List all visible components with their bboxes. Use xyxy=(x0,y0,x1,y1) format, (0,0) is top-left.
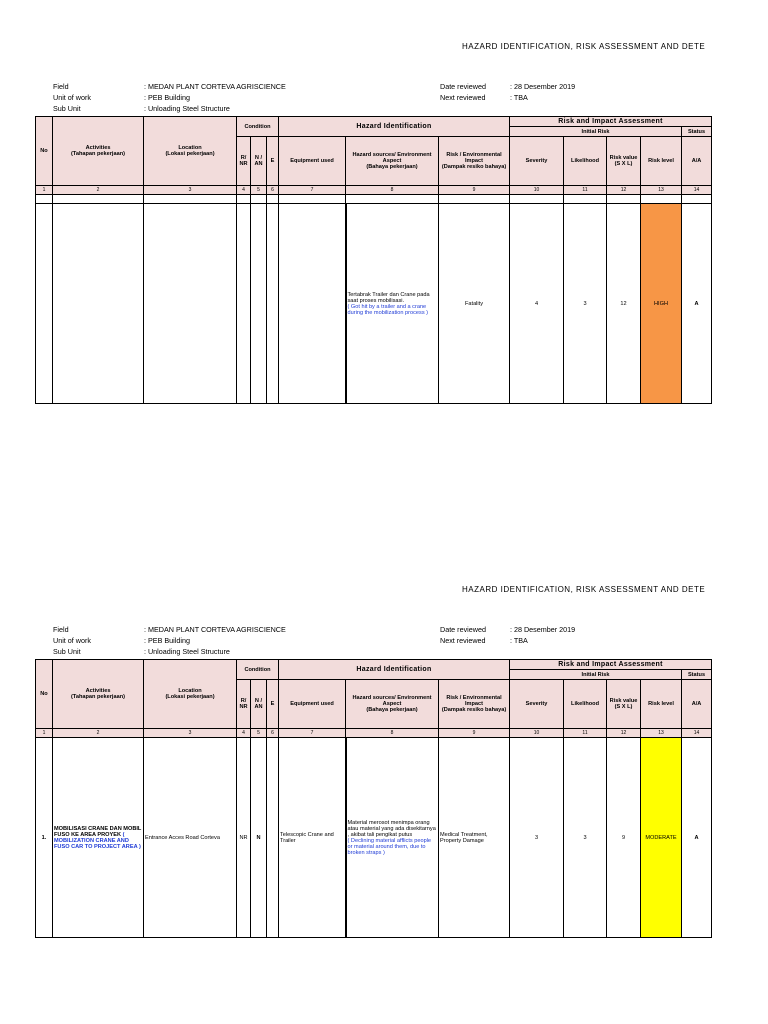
row-equipment xyxy=(279,204,346,404)
col-num: 14 xyxy=(682,729,712,738)
col-num: 9 xyxy=(439,186,510,195)
col-num: 4 xyxy=(237,186,251,195)
col-num: 12 xyxy=(607,186,641,195)
header-location: Location (Lokasi pekerjaan) xyxy=(144,660,237,729)
header-aa: A/A xyxy=(682,137,712,186)
header-activities: Activities (Tahapan pekerjaan) xyxy=(53,660,144,729)
col-num: 10 xyxy=(510,186,564,195)
header-risk-impact: Risk / Environmental Impact (Dampak resiko bahaya) xyxy=(439,680,510,729)
column-number-row xyxy=(36,729,712,738)
header-risk-value: Risk value (S X L) xyxy=(607,137,641,186)
row-severity: 3 xyxy=(510,738,564,938)
document-title: HAZARD IDENTIFICATION, RISK ASSESSMENT AND DETE xyxy=(462,585,706,594)
header-no: No xyxy=(36,117,53,186)
header-condition: Condition xyxy=(237,117,279,137)
col-num: 4 xyxy=(237,729,251,738)
field-value: : MEDAN PLANT CORTEVA AGRISCIENCE xyxy=(144,625,286,634)
row-r xyxy=(237,204,251,404)
row-no xyxy=(36,204,53,404)
header-r: R/ NR xyxy=(237,137,251,186)
row-impact: Medical Treatment, Property Damage xyxy=(439,738,510,938)
blank-row xyxy=(36,195,712,204)
row-risk-level: MODERATE xyxy=(641,738,682,938)
col-num: 14 xyxy=(682,186,712,195)
row-aa: A xyxy=(682,738,712,938)
header-likelihood: Likelihood xyxy=(564,680,607,729)
unit-value: : PEB Building xyxy=(144,93,190,102)
row-likelihood: 3 xyxy=(564,738,607,938)
header-hazard-identification: Hazard Identification xyxy=(279,660,510,680)
field-label: Field xyxy=(53,82,69,91)
next-label: Next reviewed xyxy=(440,93,486,102)
col-num: 8 xyxy=(346,729,439,738)
header-n: N / AN xyxy=(251,680,267,729)
row-hazard: Material merosot menimpa orang atau material yang ada disekitarnya , akibat tali pengikat putus ( Declining material afflicts people or material around them, due to broken straps ) xyxy=(346,738,439,938)
unit-label: Unit of work xyxy=(53,636,91,645)
header-risk-assessment: Risk and Impact Assessment xyxy=(510,660,712,670)
header-severity: Severity xyxy=(510,137,564,186)
risk-table-2 xyxy=(35,659,712,938)
col-num: 8 xyxy=(346,186,439,195)
col-num: 3 xyxy=(144,729,237,738)
row-impact: Fatality xyxy=(439,204,510,404)
header-hazard-sources: Hazard sources/ Environment Aspect (Bahaya pekerjaan) xyxy=(346,680,439,729)
column-number-row xyxy=(36,186,712,195)
header-e: E xyxy=(267,680,279,729)
col-num: 13 xyxy=(641,729,682,738)
next-value: : TBA xyxy=(510,93,528,102)
col-num: 10 xyxy=(510,729,564,738)
row-r: NR xyxy=(237,738,251,938)
next-value: : TBA xyxy=(510,636,528,645)
field-label: Field xyxy=(53,625,69,634)
row-location xyxy=(144,204,237,404)
col-num: 7 xyxy=(279,729,346,738)
header-risk-assessment: Risk and Impact Assessment xyxy=(510,117,712,127)
table-row xyxy=(36,204,712,404)
header-equipment: Equipment used xyxy=(279,680,346,729)
row-likelihood: 3 xyxy=(564,204,607,404)
header-risk-level: Risk level xyxy=(641,137,682,186)
header-likelihood: Likelihood xyxy=(564,137,607,186)
col-num: 2 xyxy=(53,729,144,738)
row-risk-level: HIGH xyxy=(641,204,682,404)
header-status: Status xyxy=(682,127,712,137)
col-num: 1 xyxy=(36,729,53,738)
header-hazard-identification: Hazard Identification xyxy=(279,117,510,137)
header-initial-risk: Initial Risk xyxy=(510,127,682,137)
col-num: 1 xyxy=(36,186,53,195)
header-aa: A/A xyxy=(682,680,712,729)
next-label: Next reviewed xyxy=(440,636,486,645)
row-activity: MOBILISASI CRANE DAN MOBIL FUSO KE AREA PROYEK ( MOBILIZATION CRANE AND FUSO CAR TO PROJECT AREA ) xyxy=(53,738,144,938)
date-value: : 28 Desember 2019 xyxy=(510,82,576,91)
col-num: 11 xyxy=(564,729,607,738)
header-risk-impact: Risk / Environmental Impact (Dampak resiko bahaya) xyxy=(439,137,510,186)
header-risk-level: Risk level xyxy=(641,680,682,729)
page-section-2 xyxy=(0,543,768,963)
col-num: 7 xyxy=(279,186,346,195)
row-e xyxy=(267,204,279,404)
col-num: 11 xyxy=(564,186,607,195)
subunit-label: Sub Unit xyxy=(53,104,81,113)
header-r: R/ NR xyxy=(237,680,251,729)
row-activity xyxy=(53,204,144,404)
date-label: Date reviewed xyxy=(440,625,486,634)
date-value: : 28 Desember 2019 xyxy=(510,625,576,634)
header-n: N / AN xyxy=(251,137,267,186)
header-initial-risk: Initial Risk xyxy=(510,670,682,680)
col-num: 6 xyxy=(267,186,279,195)
row-n: N xyxy=(251,738,267,938)
row-e xyxy=(267,738,279,938)
row-n xyxy=(251,204,267,404)
col-num: 9 xyxy=(439,729,510,738)
header-location: Location (Lokasi pekerjaan) xyxy=(144,117,237,186)
header-status: Status xyxy=(682,670,712,680)
header-equipment: Equipment used xyxy=(279,137,346,186)
header-activities: Activities (Tahapan pekerjaan) xyxy=(53,117,144,186)
row-risk-value: 12 xyxy=(607,204,641,404)
table-row xyxy=(36,738,712,938)
header-e: E xyxy=(267,137,279,186)
subunit-value: : Unloading Steel Structure xyxy=(144,104,230,113)
col-num: 13 xyxy=(641,186,682,195)
row-aa: A xyxy=(682,204,712,404)
col-num: 2 xyxy=(53,186,144,195)
header-no: No xyxy=(36,660,53,729)
row-equipment: Telescopic Crane and Trailer xyxy=(279,738,346,938)
col-num: 5 xyxy=(251,729,267,738)
date-label: Date reviewed xyxy=(440,82,486,91)
field-value: : MEDAN PLANT CORTEVA AGRISCIENCE xyxy=(144,82,286,91)
row-no: 1. xyxy=(36,738,53,938)
header-severity: Severity xyxy=(510,680,564,729)
col-num: 12 xyxy=(607,729,641,738)
row-risk-value: 9 xyxy=(607,738,641,938)
unit-value: : PEB Building xyxy=(144,636,190,645)
row-hazard: Tertabrak Trailer dan Crane pada saat proses mobilisasi. ( Got hit by a trailer and a crane during the mobilization process ) xyxy=(346,204,439,404)
header-risk-value: Risk value (S X L) xyxy=(607,680,641,729)
header-condition: Condition xyxy=(237,660,279,680)
subunit-label: Sub Unit xyxy=(53,647,81,656)
document-title: HAZARD IDENTIFICATION, RISK ASSESSMENT AND DETE xyxy=(462,42,706,51)
page-section-1 xyxy=(0,0,768,430)
unit-label: Unit of work xyxy=(53,93,91,102)
header-hazard-sources: Hazard sources/ Environment Aspect (Bahaya pekerjaan) xyxy=(346,137,439,186)
col-num: 5 xyxy=(251,186,267,195)
row-severity: 4 xyxy=(510,204,564,404)
subunit-value: : Unloading Steel Structure xyxy=(144,647,230,656)
risk-table-1 xyxy=(35,116,712,404)
row-location: Entrance Acces Road Corteva xyxy=(144,738,237,938)
col-num: 3 xyxy=(144,186,237,195)
col-num: 6 xyxy=(267,729,279,738)
